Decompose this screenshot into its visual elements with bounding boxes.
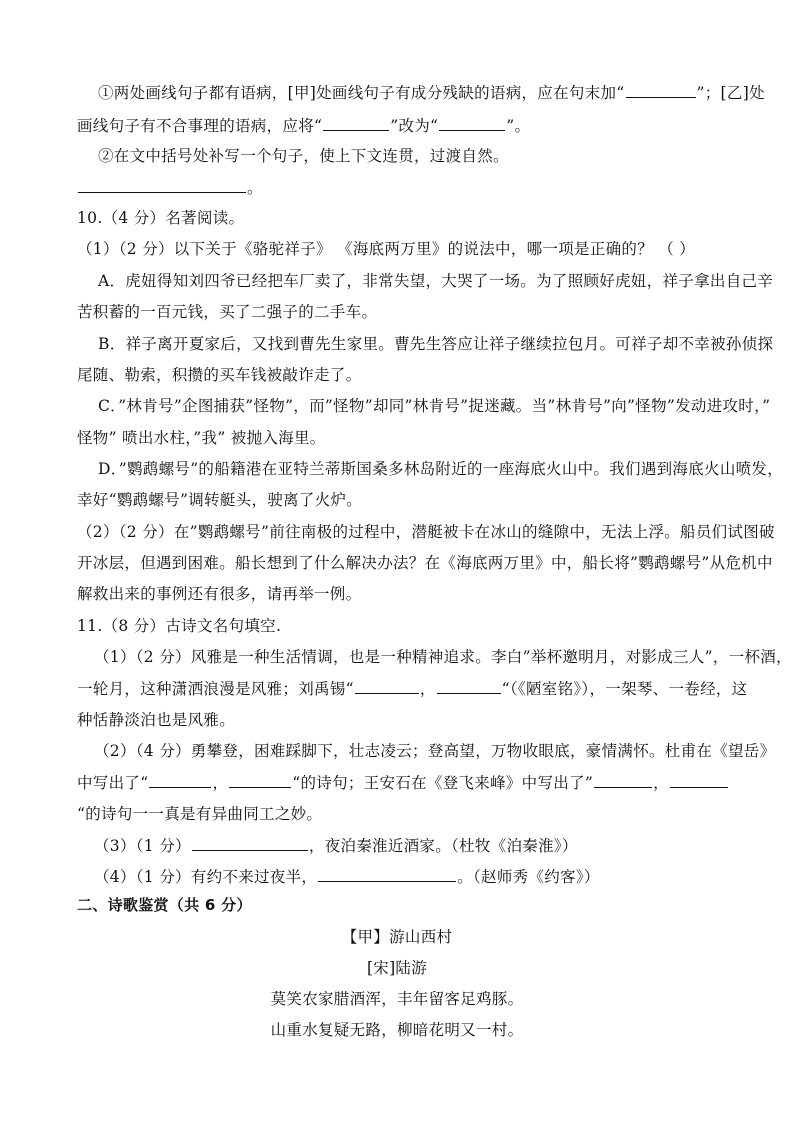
q11-s2-line2: 中写出了“ ， “的诗句；王安石在《登飞来峰》中写出了” ， [77,772,729,793]
answer-blank[interactable] [149,772,211,788]
answer-blank[interactable] [355,678,419,694]
q10-option-c-line1: C．”林肯号”企图捕获”怪物”，而”怪物”却同”林肯号”捉迷藏。当”林肯号”向”怪物”发动进攻时，” [98,397,771,415]
q10-option-b-line1: B．祥子离开夏家后，又找到曹先生家里。曹先生答应让祥子继续拉包月。可祥子却不幸被孙侦探 [98,335,774,353]
answer-blank[interactable] [626,82,696,98]
answer-blank[interactable] [439,115,505,131]
answer-blank[interactable] [78,177,246,193]
q11-s1-line1: （1）（2 分）风雅是一种生活情调，也是一种精神追求。李白”举杯邀明月，对影成三人”，一杯酒， [94,648,792,666]
q10-option-a-line1: A．虎妞得知刘四爷已经把车厂卖了，非常失望，大哭了一场。为了照顾好虎妞，祥子拿出自己辛 [98,272,774,290]
q10-option-d-line1: D．”鹦鹉螺号”的船籍港在亚特兰蒂斯国桑多林岛附近的一座海底火山中。我们遇到海底火山喷发， [98,460,784,478]
answer-blank[interactable] [437,678,501,694]
poem-author: [宋]陆游 [366,959,428,977]
q11-s1-line2: 一轮月，这种潇洒浪漫是风雅；刘禹锡“ ， “（《陋室铭》），一架琴、一卷经，这 [77,680,748,698]
q9-part2-answer-line: 。 [77,177,263,198]
q11-s1-line3: 种恬静淡泊也是风雅。 [77,711,236,729]
q9-part1-line1: ①两处画线句子都有语病，[甲]处画线句子有成分残缺的语病，应在句末加“ ”；[乙]处 [98,84,765,102]
answer-blank[interactable] [192,835,308,851]
poem-line-1: 莫笑农家腊酒浑，丰年留客足鸡豚。 [270,990,524,1008]
poem-title: 【甲】游山西村 [341,928,453,946]
q11-s3: （3）（1 分） ，夜泊秦淮近酒家。（杜牧《泊秦淮》） [94,837,578,855]
q9-part1-line2: 画线句子有不合事理的语病，应将“ ”改为“ ”。 [77,117,531,135]
poem-line-2: 山重水复疑无路，柳暗花明又一村。 [270,1021,524,1039]
q10-sub2-line2: 开冰层，但遇到困难。船长想到了什么解决办法？在《海底两万里》中，船长将”鹦鹉螺号”从危机中 [77,554,773,572]
q10-option-a-line2: 苦积蓄的一百元钱，买了二强子的二手车。 [77,303,378,321]
q10-option-d-line2: 幸好“鹦鹉螺号”调转艇头，驶离了火炉。 [77,491,363,509]
section-heading: 二、诗歌鉴赏（共 6 分） [77,896,252,914]
answer-blank[interactable] [323,115,389,131]
q10-header: 10.（4 分）名著阅读。 [77,209,245,227]
answer-blank[interactable] [594,772,652,788]
answer-blank[interactable] [318,866,456,882]
q11-header: 11.（8 分）古诗文名句填空. [77,617,282,635]
q10-sub2-line1: （2）（2 分）在”鹦鹉螺号”前往南极的过程中，潜艇被卡在冰山的缝隙中，无法上浮。船员们试图破 [77,523,775,541]
answer-blank[interactable] [229,772,291,788]
q11-s2-line3: “的诗句一一真是有异曲同工之妙。 [77,805,323,823]
q11-s4: （4）（1 分）有约不来过夜半， 。（赵师秀《约客》） [94,868,600,886]
q10-sub1: （1）（2 分）以下关于《骆驼祥子》 《海底两万里》的说法中，哪一项是正确的？ （ ） [77,240,696,258]
q10-option-c-line2: 怪物” 喷出水柱，”我” 被抛入海里。 [77,429,326,447]
q10-option-b-line2: 尾随、勒索，积攒的买车钱被敲诈走了。 [77,366,362,384]
q9-part2-prompt: ②在文中括号处补写一个句子，使上下文连贯，过渡自然。 [98,147,509,165]
q11-s2-line1: （2）（4 分）勇攀登，困难踩脚下，壮志凌云；登高望，万物收眼底，豪情满怀。杜甫在《望岳》 [94,742,776,760]
answer-blank[interactable] [670,772,728,788]
q10-sub2-line3: 解救出来的事例还有很多，请再举一例。 [77,585,362,603]
